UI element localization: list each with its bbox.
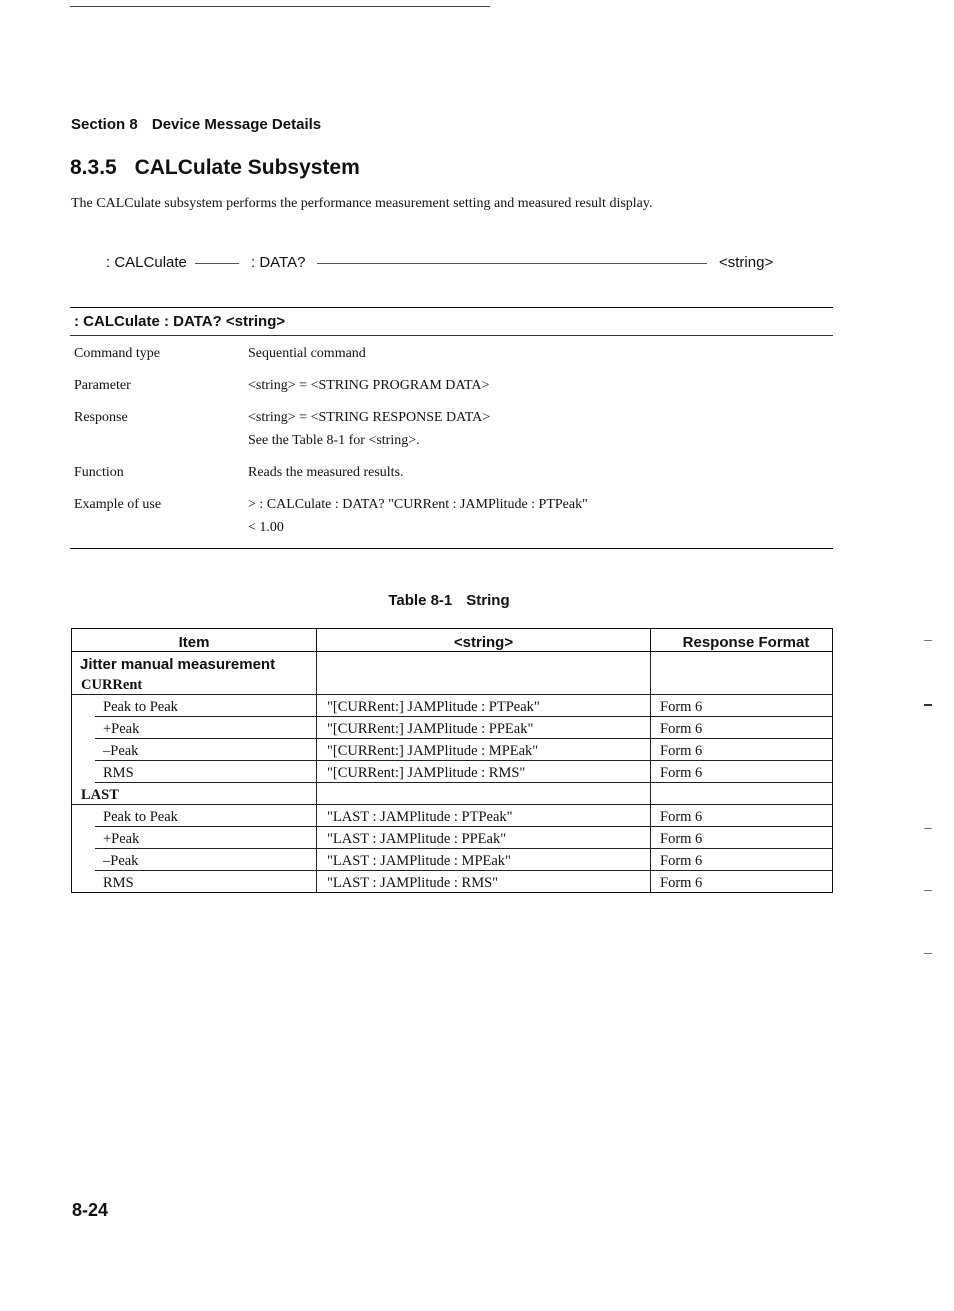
table-caption-number: Table 8-1 (388, 592, 453, 609)
table-row (72, 695, 833, 717)
table-row (72, 827, 833, 849)
tree-root: : CALCulate (106, 254, 187, 271)
prop-value-line: Reads the measured results. (248, 465, 404, 480)
row-format: Form 6 (651, 739, 833, 761)
row-format: Form 6 (651, 761, 833, 783)
row-string: "[CURRent:] JAMPlitude : RMS" (317, 761, 651, 783)
row-item-text: –Peak (95, 853, 316, 871)
row-item-text: RMS (95, 765, 316, 783)
row-string: "LAST : JAMPlitude : PPEak" (317, 827, 651, 849)
prop-label-response: Response (74, 410, 128, 425)
row-item (72, 695, 317, 717)
prop-value-command-type (248, 342, 366, 365)
row-item-text: +Peak (95, 831, 316, 849)
prop-label-function: Function (74, 465, 124, 480)
group-label-last: LAST (72, 783, 317, 805)
tree-connector (317, 263, 707, 264)
prop-value-response (248, 406, 490, 452)
row-item (72, 849, 317, 871)
row-item-text: +Peak (95, 721, 316, 739)
main-group-label: Jitter manual measurement (72, 652, 317, 674)
prop-value-parameter (248, 374, 489, 397)
margin-mark (924, 828, 932, 829)
prop-value-line: > : CALCulate : DATA? "CURRent : JAMPlitude : PTPeak" (248, 497, 588, 512)
command-rule-top (70, 307, 833, 308)
row-string: "LAST : JAMPlitude : MPEak" (317, 849, 651, 871)
row-string: "[CURRent:] JAMPlitude : PTPeak" (317, 695, 651, 717)
row-format: Form 6 (651, 871, 833, 893)
prop-label-command-type: Command type (74, 346, 160, 361)
tree-node: : DATA? (251, 254, 306, 271)
table-row-group (72, 673, 833, 695)
row-item: RMS (72, 871, 317, 893)
margin-mark (924, 704, 932, 706)
table-row (72, 849, 833, 871)
table-row (72, 871, 833, 893)
table-row (72, 739, 833, 761)
tree-param: <string> (719, 254, 774, 271)
table-row (72, 761, 833, 783)
empty-cell (651, 783, 833, 805)
row-item-text: Peak to Peak (95, 699, 316, 717)
prop-value-line: <string> = <STRING PROGRAM DATA> (248, 378, 490, 393)
section-number: Section 8 (71, 116, 138, 133)
row-string: "LAST : JAMPlitude : PTPeak" (317, 805, 651, 827)
command-rule-mid (70, 335, 833, 336)
prop-label-example: Example of use (74, 497, 162, 512)
row-item (72, 717, 317, 739)
section-title: Device Message Details (151, 116, 322, 133)
command-title: : CALCulate : DATA? <string> (74, 313, 286, 330)
row-string: "[CURRent:] JAMPlitude : MPEak" (317, 739, 651, 761)
page-heading (70, 156, 360, 180)
empty-cell (317, 673, 651, 695)
row-item-text: –Peak (95, 743, 316, 761)
command-rule-bottom (70, 548, 833, 549)
string-table (71, 628, 833, 893)
scan-top-rule (70, 6, 490, 7)
row-item (72, 827, 317, 849)
empty-cell (651, 673, 833, 695)
table-caption-title: String (466, 592, 510, 609)
prop-value-line: See the Table 8-1 for <string>. (248, 433, 420, 448)
prop-value-line: <string> = <STRING RESPONSE DATA> (248, 410, 491, 425)
table-caption (0, 592, 898, 609)
table-row (72, 805, 833, 827)
prop-value-line: < 1.00 (248, 520, 284, 535)
row-item (72, 761, 317, 783)
header-item: Item (72, 629, 317, 652)
row-format: Form 6 (651, 849, 833, 871)
row-item-text: Peak to Peak (95, 809, 316, 827)
empty-cell (317, 783, 651, 805)
margin-mark (924, 890, 932, 891)
prop-value-example (248, 493, 588, 539)
prop-value-line: Sequential command (248, 346, 366, 361)
margin-mark (924, 640, 932, 641)
prop-label-parameter: Parameter (74, 378, 131, 393)
intro-paragraph: The CALCulate subsystem performs the performance measurement setting and measured result display. (71, 196, 653, 211)
page-number: 8-24 (72, 1200, 109, 1220)
table-row-main (72, 652, 833, 674)
header-response-format: Response Format (651, 629, 833, 652)
heading-number: 8.3.5 (70, 156, 117, 179)
row-format: Form 6 (651, 805, 833, 827)
row-format: Form 6 (651, 717, 833, 739)
section-header (71, 116, 321, 133)
row-item (72, 805, 317, 827)
row-format: Form 6 (651, 695, 833, 717)
margin-mark (924, 953, 932, 954)
row-string: "LAST : JAMPlitude : RMS" (317, 871, 651, 893)
empty-cell (651, 652, 833, 674)
table-row-group (72, 783, 833, 805)
table-header-row (72, 629, 833, 652)
row-string: "[CURRent:] JAMPlitude : PPEak" (317, 717, 651, 739)
tree-connector (195, 263, 239, 264)
table-row (72, 717, 833, 739)
heading-title: CALCulate Subsystem (134, 156, 360, 179)
row-format: Form 6 (651, 827, 833, 849)
row-item (72, 739, 317, 761)
empty-cell (317, 652, 651, 674)
header-string: <string> (317, 629, 651, 652)
prop-value-function (248, 461, 404, 484)
group-label-current: CURRent (72, 673, 317, 695)
